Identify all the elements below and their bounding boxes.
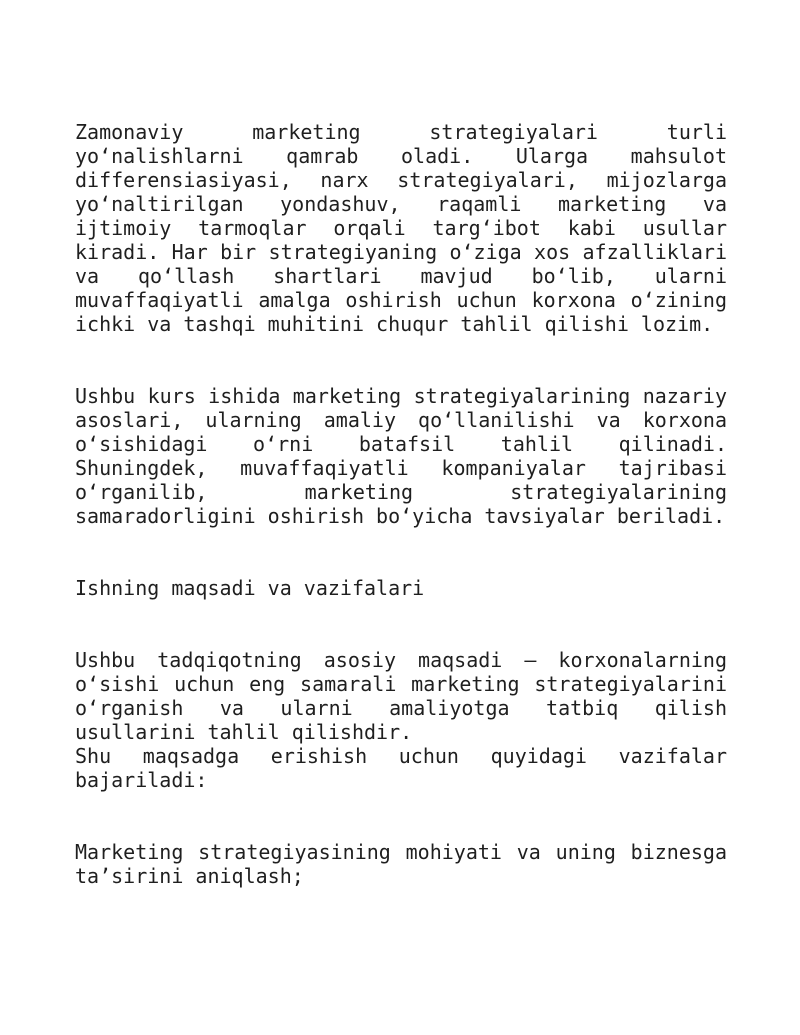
document-page	[75, 120, 727, 888]
spacer	[75, 528, 727, 576]
intro-paragraph: Zamonaviy marketing strategiyalari turli yoʻnalishlarni qamrab oladi. Ularga mahsulot differensiasiyasi, narx strategiyalari, mijozlarga yoʻnaltirilgan yondashuv, raqamli marketing va ijtimoiy tarmoqlar orqali targʻibot kabi usullar kiradi. Har bir strategiyaning oʻziga xos afzalliklari va qoʻllash shartlari mavjud boʻlib, ularni muvaffaqiyatli amalga oshirish uchun korxona oʻzining ichki va tashqi muhitini chuqur tahlil qilishi lozim.	[75, 120, 727, 336]
spacer	[75, 792, 727, 840]
task-item: Marketing strategiyasining mohiyati va uning biznesga taʼsirini aniqlash;	[75, 840, 727, 888]
spacer	[75, 336, 727, 384]
goal-paragraph: Ushbu tadqiqotning asosiy maqsadi – korxonalarning oʻsishi uchun eng samarali marketing strategiyalarini oʻrganish va ularni amaliyotga tatbiq qilish usullarini tahlil qilishdir.	[75, 648, 727, 744]
spacer	[75, 600, 727, 648]
tasks-intro-paragraph: Shu maqsadga erishish uchun quyidagi vazifalar bajariladi:	[75, 744, 727, 792]
section-heading: Ishning maqsadi va vazifalari	[75, 576, 425, 600]
course-paragraph: Ushbu kurs ishida marketing strategiyalarining nazariy asoslari, ularning amaliy qoʻllanilishi va korxona oʻsishidagi oʻrni batafsil tahlil qilinadi. Shuningdek, muvaffaqiyatli kompaniyalar tajribasi oʻrganilib, marketing strategiyalarining samaradorligini oshirish boʻyicha tavsiyalar beriladi.	[75, 384, 727, 528]
